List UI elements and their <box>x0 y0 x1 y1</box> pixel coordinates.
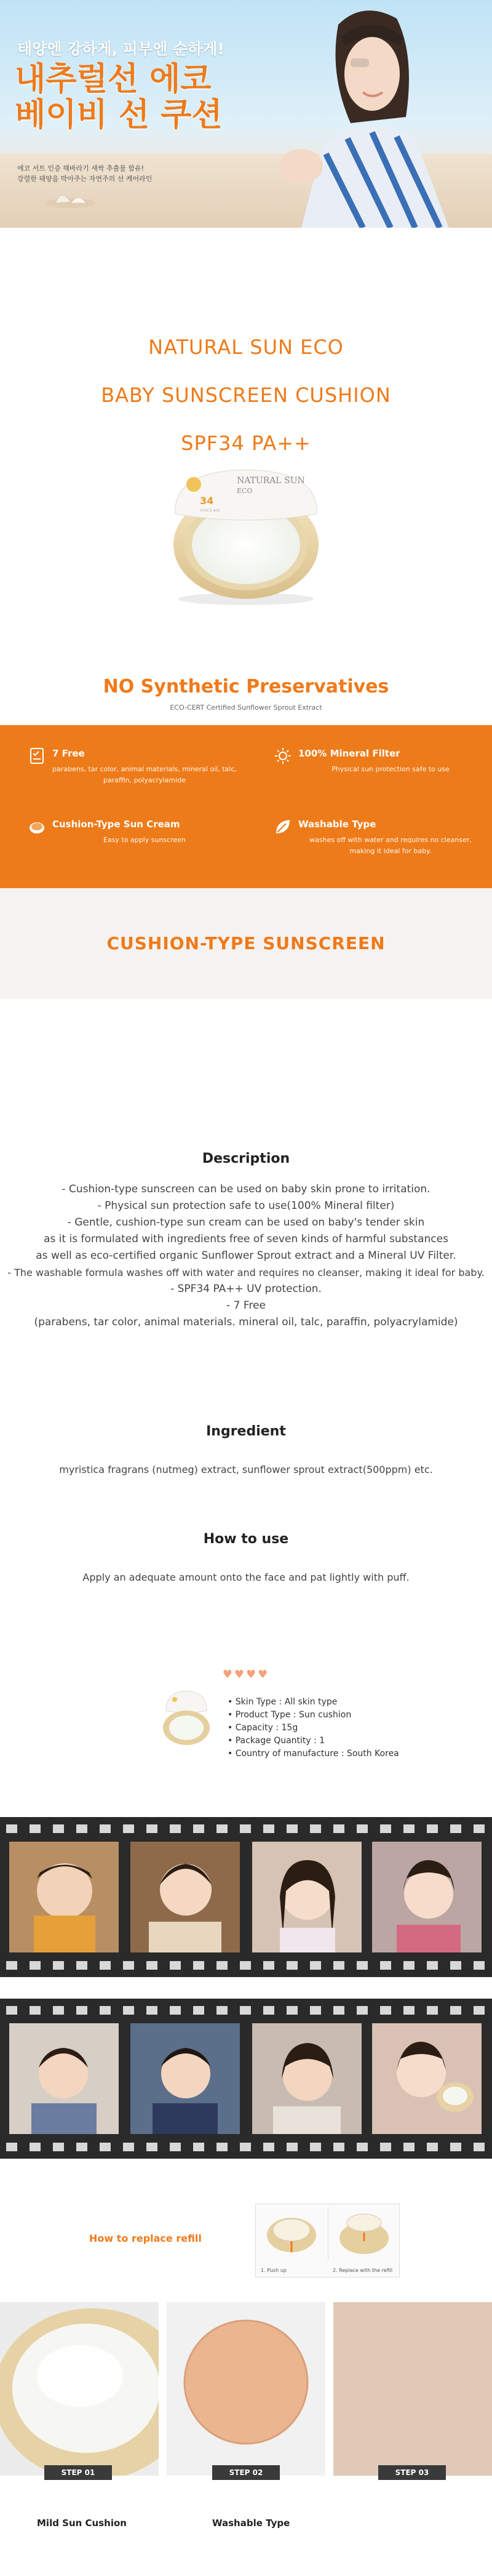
spec-item: • Package Quantity : 1 <box>228 1736 325 1746</box>
refill-diagram <box>255 2204 400 2277</box>
spec-item: • Country of manufacture : South Korea <box>228 1749 399 1759</box>
feature-title: 100% Mineral Filter <box>298 748 400 759</box>
hero-subtitle-line1: 에코 서트 인증 해바라기 새싹 추출물 함유! <box>17 164 145 172</box>
checklist-icon <box>28 747 46 765</box>
step2-image <box>167 2302 325 2476</box>
lid-brand-sub-text: ECO <box>237 487 253 495</box>
hero-title-line1: 내추럴선 에코 <box>15 61 212 98</box>
cushion-type-title: CUSHION-TYPE SUNSCREEN <box>106 933 386 953</box>
feature-band <box>0 725 492 888</box>
refill-label: How to replace refill <box>89 2233 202 2244</box>
seashell-illustration <box>43 185 98 209</box>
feature-title: Washable Type <box>298 819 376 830</box>
model-photo <box>264 0 467 228</box>
film-holes-top <box>0 2006 492 2015</box>
leaf-icon <box>274 817 292 836</box>
description-line: as it is formulated with ingredients free of seven kinds of harmful substances <box>44 1233 448 1245</box>
baby-photo <box>252 1842 362 1952</box>
description-heading: Description <box>202 1151 290 1166</box>
feature-desc: parabens, tar color, animal materials, mineral oil, talc, paraffin, polyacrylamide <box>52 765 237 784</box>
sun-icon <box>274 747 292 765</box>
film-holes-top <box>0 1824 492 1833</box>
hero-banner <box>0 0 492 228</box>
step2-badge: STEP 02 <box>212 2465 280 2480</box>
film-holes-bottom <box>0 2143 492 2151</box>
feature-desc: Easy to apply sunscreen <box>103 836 186 844</box>
baby-photo <box>9 2023 119 2134</box>
description-line: - Gentle, cushion-type sun cream can be used on baby's tender skin <box>67 1216 425 1229</box>
spec-item: • Product Type : Sun cushion <box>228 1710 352 1720</box>
baby-photo <box>372 1842 482 1952</box>
how-to-use-section <box>0 1531 492 1583</box>
refill-section <box>0 2194 492 2281</box>
cushion-icon <box>28 817 46 836</box>
product-name-line2: BABY SUNSCREEN CUSHION <box>101 383 391 407</box>
steps-section <box>0 2302 492 2576</box>
step3-badge: STEP 03 <box>378 2465 446 2480</box>
description-section <box>0 1151 492 1331</box>
hero-subtitle-line2: 강렬한 태양을 막아주는 자연주의 선 케어라인 <box>17 175 153 183</box>
no-preservatives-title: NO Synthetic Preservatives <box>103 676 389 697</box>
description-line: - Physical sun protection safe to use(100% Mineral filter) <box>97 1200 395 1212</box>
description-line: (parabens, tar color, animal materials. mineral oil, talc, paraffin, polyacrylamide) <box>34 1316 458 1328</box>
product-spf-line: SPF34 PA++ <box>181 431 311 455</box>
spec-list <box>228 1696 399 1760</box>
feature-title: 7 Free <box>52 748 85 759</box>
lid-spf-text: 34 <box>200 495 214 507</box>
hero-title-line2: 베이비 선 쿠션 <box>15 97 223 134</box>
refill-step2: 2. Replace with the refill <box>333 2268 393 2273</box>
step1-image <box>0 2302 159 2476</box>
cushion-type-section <box>0 888 492 999</box>
description-line: as well as eco-certified organic Sunflower Sprout extract and a Mineral UV Filter. <box>36 1250 456 1262</box>
how-to-use-text: Apply an adequate amount onto the face and pat lightly with puff. <box>82 1571 410 1583</box>
step1-badge: STEP 01 <box>44 2465 112 2480</box>
step2-caption: Washable Type <box>212 2518 290 2529</box>
cushion-compact-image <box>151 465 341 606</box>
refill-illustration <box>256 2204 400 2263</box>
hero-kicker: 태양엔 강하게, 피부엔 순하게! <box>17 40 224 58</box>
refill-step1: 1. Push up <box>261 2268 287 2273</box>
spec-item: • Capacity : 15g <box>228 1723 298 1733</box>
photo-film-strip-2 <box>0 1999 492 2159</box>
step1-caption: Mild Sun Cushion <box>37 2518 127 2529</box>
hero-title <box>15 62 223 133</box>
product-intro-section <box>0 228 492 1013</box>
film-holes-bottom <box>0 1961 492 1970</box>
description-line: - SPF34 PA++ UV protection. <box>170 1283 322 1295</box>
baby-photo <box>130 1842 240 1952</box>
baby-photo <box>130 2023 240 2134</box>
feature-desc: washes off with water and requires no cleanser, making it ideal for baby. <box>309 836 472 855</box>
description-text <box>0 1181 492 1331</box>
description-line: - The washable formula washes off with water and requires no cleanser, making it ideal for baby. <box>7 1267 485 1278</box>
baby-photo <box>9 1842 119 1952</box>
lid-small-text: innis Σ eco <box>200 508 220 513</box>
step3-image <box>333 2302 492 2476</box>
lid-brand-text: NATURAL SUN <box>237 476 305 486</box>
description-line: - Cushion-type sunscreen can be used on baby skin prone to irritation. <box>62 1183 430 1195</box>
baby-photo <box>252 2023 362 2134</box>
feature-title: Cushion-Type Sun Cream <box>52 819 180 830</box>
ingredient-heading: Ingredient <box>206 1424 286 1439</box>
how-to-use-heading: How to use <box>203 1531 289 1547</box>
ingredient-text: myristica fragrans (nutmeg) extract, sunflower sprout extract(500ppm) etc. <box>59 1464 433 1475</box>
heart-divider: ♥♥♥♥ <box>222 1668 270 1681</box>
feature-desc: Physical sun protection safe to use <box>331 765 450 773</box>
compact-thumbnail <box>159 1683 214 1751</box>
hero-subtitle <box>17 163 152 184</box>
description-line: - 7 Free <box>226 1299 266 1312</box>
photo-film-strip-1 <box>0 1817 492 1977</box>
spec-item: • Skin Type : All skin type <box>228 1697 338 1707</box>
product-name-line1: NATURAL SUN ECO <box>148 335 344 359</box>
ingredient-section <box>0 1424 492 1475</box>
no-preservatives-subtitle: ECO-CERT Certified Sunflower Sprout Extract <box>170 704 322 712</box>
baby-photo <box>372 2023 482 2134</box>
